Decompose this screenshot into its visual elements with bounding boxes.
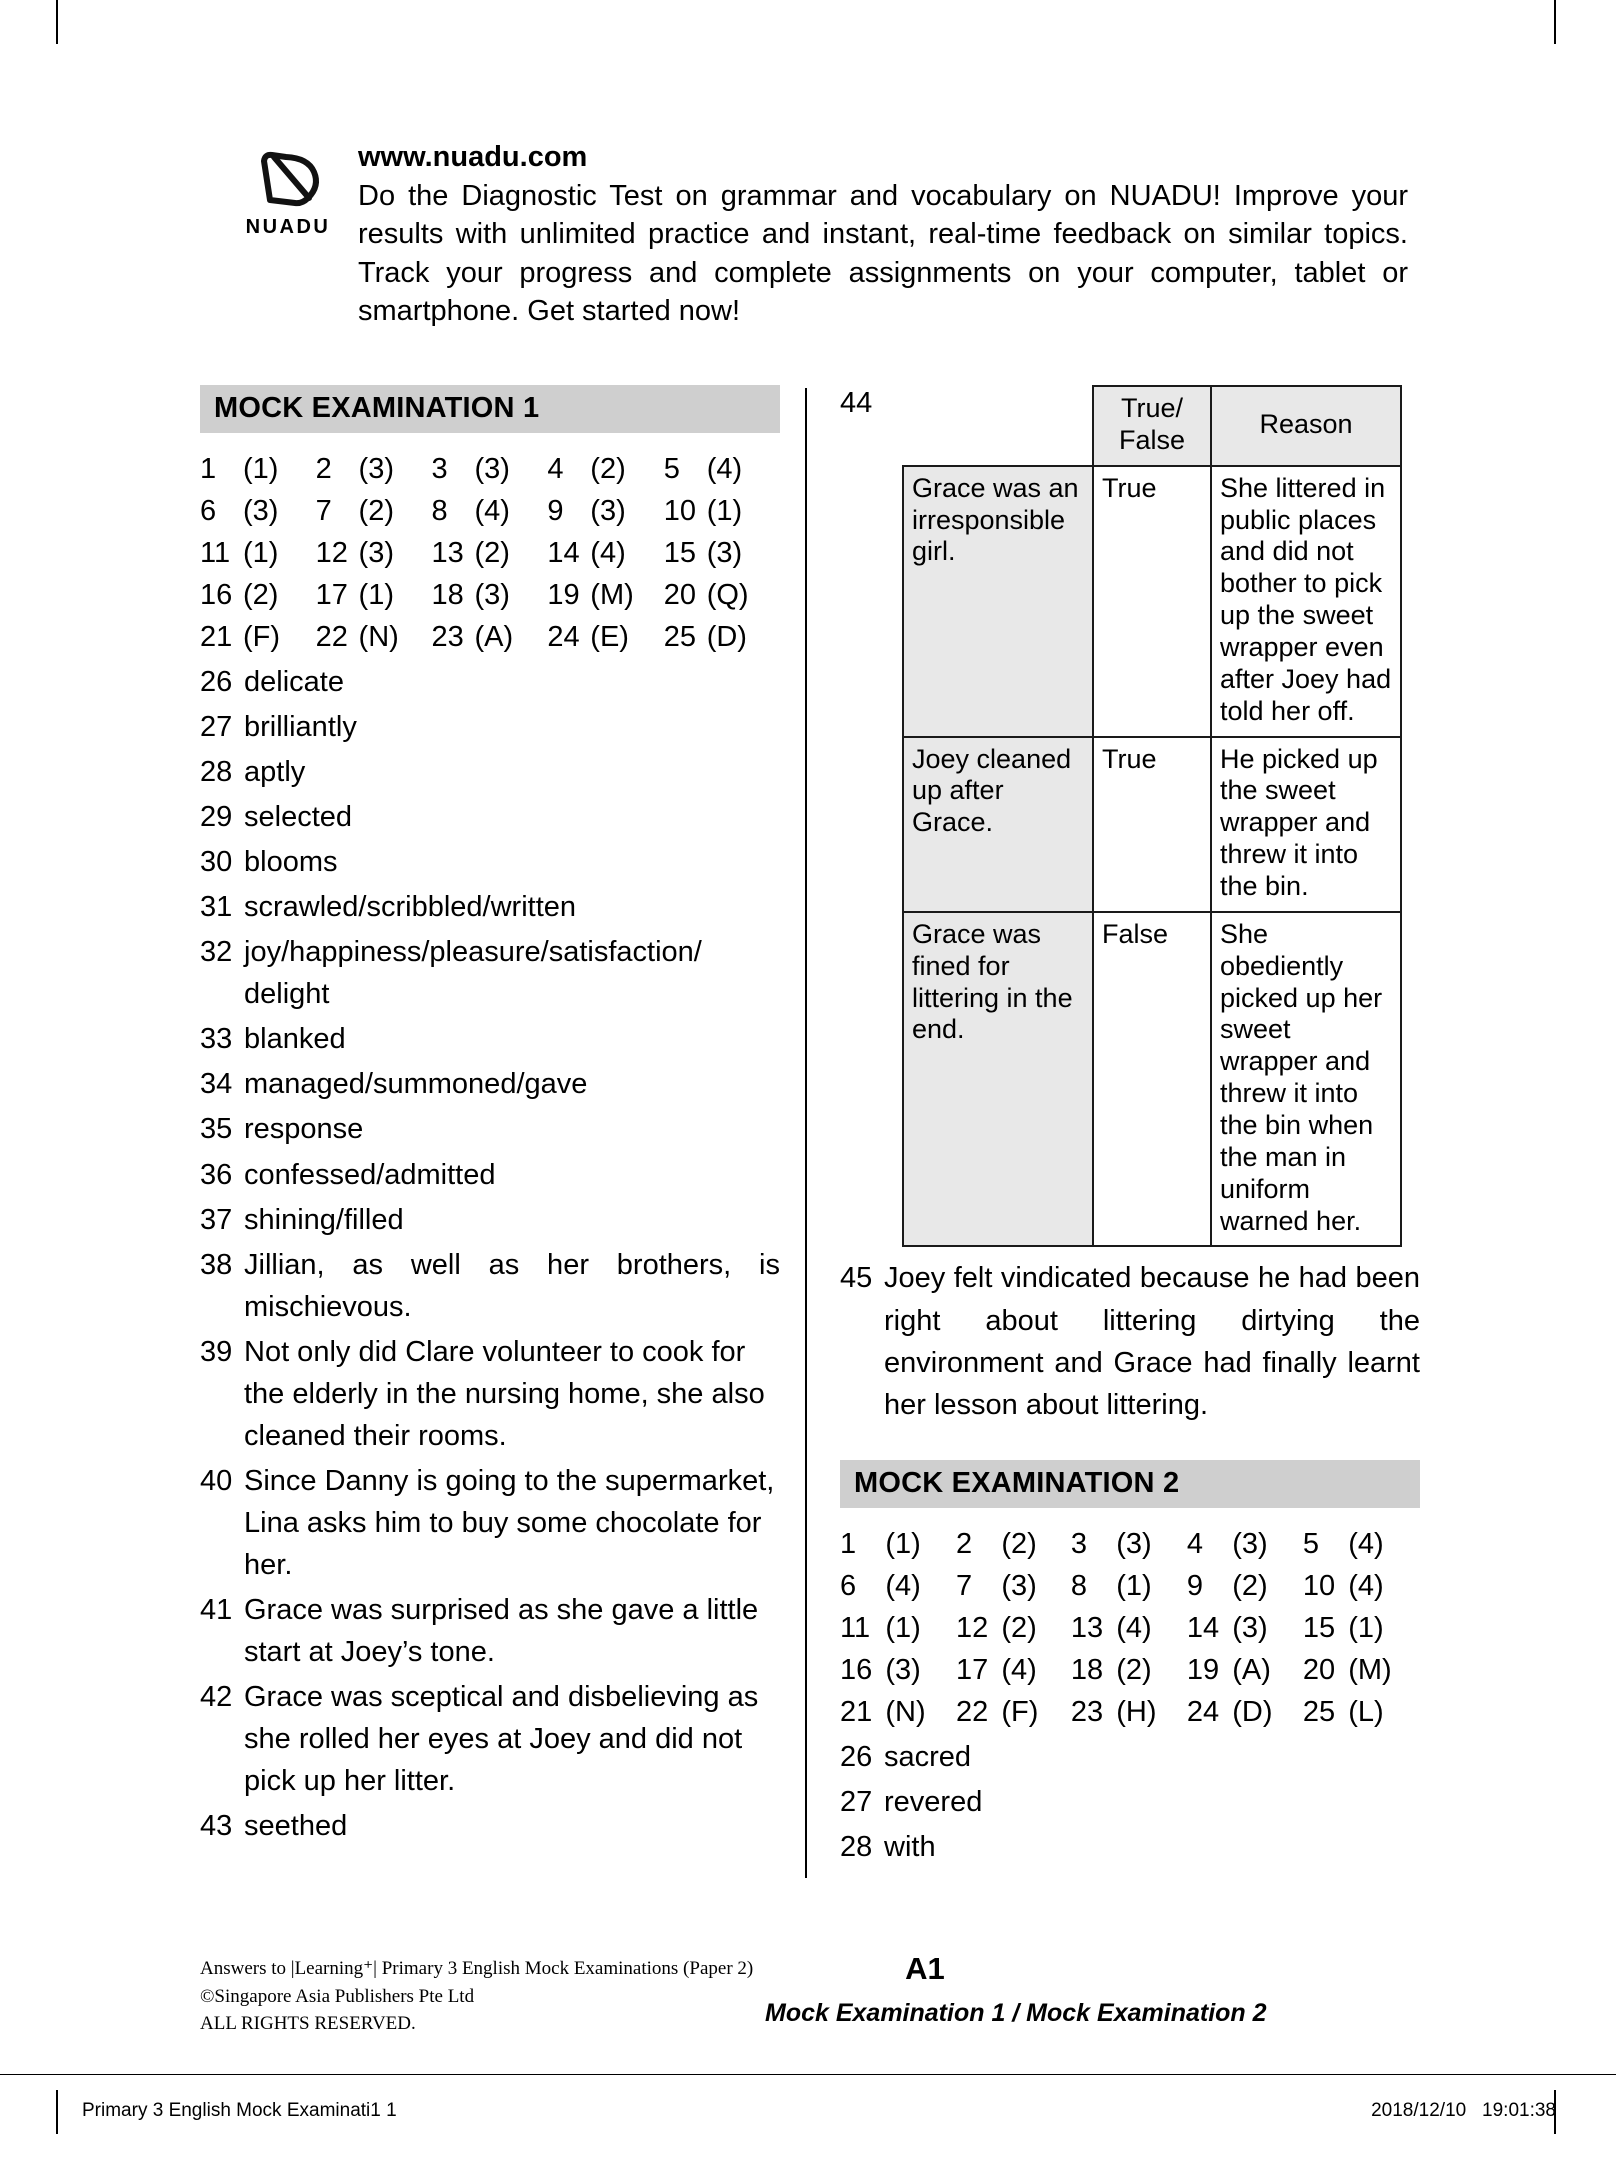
reason-cell: She obediently picked up her sweet wrapper and threw it into the bin when the man in uniform warned her. (1211, 912, 1401, 1247)
answer-number: 38 (200, 1248, 233, 1281)
answer-text: aptly (244, 756, 306, 789)
mcq-question-number: 10 (663, 495, 696, 527)
print-strip-timestamp: 2018/12/10 19:01:38 (1371, 2100, 1556, 2121)
true-false-table-head (903, 386, 1401, 466)
answer-number: 36 (200, 1158, 233, 1191)
answer-number: 33 (200, 1023, 233, 1056)
table-row (840, 1692, 1420, 1734)
mcq-answer: (H) (1116, 1695, 1157, 1728)
mcq-answer: (3) (474, 579, 510, 611)
mcq-question-number: 6 (200, 495, 217, 527)
answer-text: with (884, 1830, 936, 1863)
mcq-question-number: 20 (1302, 1653, 1336, 1686)
mcq-answer: (Q) (706, 579, 749, 611)
mcq-answer: (1) (706, 495, 743, 527)
answer-text: confessed/admitted (244, 1158, 496, 1191)
answer-number: 29 (200, 801, 233, 834)
mcq-question-number: 18 (431, 579, 464, 611)
mcq-question-number: 4 (1186, 1527, 1204, 1560)
mcq-answer: (1) (1116, 1569, 1152, 1602)
answer-text: managed/summoned/gave (244, 1068, 588, 1101)
list-item (840, 1736, 1420, 1778)
section-heading-mock2: MOCK EXAMINATION 2 (840, 1460, 1420, 1508)
answer-number: 42 (200, 1681, 233, 1714)
crop-mark-top-right (1554, 0, 1556, 44)
print-strip-filename: Primary 3 English Mock Examinati1 1 (82, 2100, 397, 2121)
mcq-question-number: 20 (663, 579, 696, 611)
mcq-answer: (3) (358, 537, 394, 569)
answer-number: 41 (200, 1593, 233, 1626)
answer-text: brilliantly (244, 711, 357, 744)
footer-rule (0, 2074, 1616, 2075)
answer-text: delicate (244, 666, 344, 698)
mcq-answer: (2) (1116, 1653, 1152, 1686)
reason-cell: She littered in public places and did not bother to pick up the sweet wrapper even after Joey had told her off. (1211, 466, 1401, 737)
answer-number: 45 (840, 1262, 873, 1295)
mcq-question-number: 13 (431, 537, 464, 569)
column-header-reason: Reason (1211, 386, 1401, 466)
list-item (200, 1331, 780, 1457)
table-row (840, 1524, 1420, 1566)
list-item (200, 1018, 780, 1060)
print-strip (0, 2100, 1616, 2140)
true-false-cell: True (1093, 466, 1211, 737)
mcq-answer: (2) (590, 453, 626, 485)
list-item (840, 1826, 1420, 1868)
mcq-answer: (3) (1001, 1569, 1037, 1602)
mcq-answer: (N) (358, 621, 399, 653)
mcq-question-number: 16 (200, 579, 233, 611)
mcq-question-number: 21 (200, 621, 233, 653)
mcq-question-number: 23 (431, 621, 464, 653)
mcq-question-number: 25 (1302, 1695, 1336, 1728)
list-item (200, 1154, 780, 1196)
footer-title: Mock Examination 1 / Mock Examination 2 (765, 1999, 1267, 2027)
mcq-question-number: 24 (547, 621, 580, 653)
reason-cell: He picked up the sweet wrapper and threw it into the bin. (1211, 737, 1401, 912)
answer-number: 28 (200, 756, 233, 789)
mcq-question-number: 8 (1070, 1569, 1088, 1602)
mcq-answer: (4) (1001, 1653, 1037, 1686)
answer-number: 43 (200, 1810, 233, 1843)
mock1-mcq-table (200, 449, 780, 659)
mcq-question-number: 19 (1186, 1653, 1220, 1686)
answer-number: 28 (840, 1830, 873, 1863)
table-row (840, 1650, 1420, 1692)
mcq-question-number: 2 (955, 1527, 973, 1560)
table-row (903, 737, 1401, 912)
footer-line-2: ©Singapore Asia Publishers Pte Ltd (200, 1985, 475, 2007)
mcq-question-number: 17 (955, 1653, 989, 1686)
mcq-answer: (A) (1232, 1653, 1271, 1686)
answer-number: 30 (200, 846, 233, 879)
mcq-question-number: 23 (1070, 1695, 1104, 1728)
mcq-answer: (4) (706, 453, 743, 485)
right-column (840, 385, 1420, 1871)
true-false-cell: True (1093, 737, 1211, 912)
list-item (840, 1257, 1420, 1425)
table-row (200, 575, 780, 617)
nuadu-url[interactable]: www.nuadu.com (358, 141, 588, 173)
mcq-question-number: 18 (1070, 1653, 1104, 1686)
column-header-statement (903, 386, 1093, 466)
answer-text: sacred (884, 1740, 972, 1773)
mcq-answer: (2) (1001, 1611, 1037, 1644)
body-columns (200, 385, 1420, 1895)
mcq-question-number: 14 (547, 537, 580, 569)
answer-number: 27 (840, 1785, 873, 1818)
answer-text: scrawled/scribbled/written (244, 891, 577, 924)
mcq-answer: (1) (885, 1611, 921, 1644)
crop-mark-top-left (56, 0, 58, 44)
mcq-answer: (3) (885, 1653, 921, 1686)
list-item (200, 1244, 780, 1328)
answer-text: seethed (244, 1810, 348, 1843)
mcq-question-number: 15 (663, 537, 696, 569)
mcq-answer: (3) (590, 495, 626, 527)
mcq-answer: (3) (1232, 1527, 1268, 1560)
mcq-answer: (2) (1232, 1569, 1268, 1602)
column-header-true-false: True/ False (1093, 386, 1211, 466)
list-item (200, 1063, 780, 1105)
table-row (200, 449, 780, 491)
list-item (200, 706, 780, 748)
true-false-table (902, 385, 1402, 1247)
answer-text: Grace was sceptical and disbelieving as she rolled her eyes at Joey and did not pick up her litter. (244, 1681, 759, 1798)
mcq-question-number: 4 (547, 453, 564, 485)
statement-cell: Grace was an irresponsible girl. (903, 466, 1093, 737)
mcq-question-number: 16 (840, 1653, 873, 1686)
mcq-answer: (D) (706, 621, 747, 653)
table-row (840, 1608, 1420, 1650)
mock1-answer-list (200, 661, 780, 1847)
mcq-question-number: 24 (1186, 1695, 1220, 1728)
mcq-question-number: 2 (315, 453, 332, 485)
mcq-answer: (3) (706, 537, 743, 569)
answer-text: Not only did Clare volunteer to cook for the elderly in the nursing home, she also cleaned their rooms. (244, 1335, 765, 1452)
table-row (840, 1566, 1420, 1608)
answer-number: 37 (200, 1203, 233, 1236)
answer-number: 32 (200, 936, 233, 969)
mcq-answer: (2) (242, 579, 279, 611)
true-false-cell: False (1093, 912, 1211, 1247)
list-item (200, 841, 780, 883)
mcq-answer: (1) (242, 453, 279, 485)
mcq-answer: (4) (590, 537, 626, 569)
list-item (200, 1676, 780, 1802)
answer-text: Since Danny is going to the supermarket, Lina asks him to buy some chocolate for her. (244, 1464, 775, 1581)
mcq-answer: (3) (474, 453, 510, 485)
mcq-question-number: 7 (315, 495, 332, 527)
answer-text: blooms (244, 846, 338, 879)
statement-cell: Joey cleaned up after Grace. (903, 737, 1093, 912)
mcq-question-number: 7 (955, 1569, 973, 1602)
question-44-block (840, 385, 1420, 1247)
mcq-answer: (F) (242, 621, 280, 653)
answer-text: selected (244, 801, 353, 834)
table-row (200, 617, 780, 659)
mcq-question-number: 17 (315, 579, 348, 611)
mcq-question-number: 8 (431, 495, 448, 527)
answer-number: 34 (200, 1068, 233, 1101)
mcq-question-number: 11 (840, 1611, 871, 1644)
mcq-question-number: 12 (315, 537, 348, 569)
footer-center-block (765, 1951, 1267, 2028)
mcq-answer: (3) (358, 453, 394, 485)
list-item (840, 1781, 1420, 1823)
mcq-answer: (2) (474, 537, 510, 569)
mcq-question-number: 12 (955, 1611, 989, 1644)
answer-text: Grace was surprised as she gave a little start at Joey’s tone. (244, 1593, 759, 1669)
nuadu-wordmark: NUADU (245, 216, 331, 238)
mcq-answer: (2) (358, 495, 394, 527)
answer-number: 26 (840, 1740, 873, 1773)
mcq-answer: (M) (590, 579, 634, 611)
table-row (903, 466, 1401, 737)
promo-text (358, 138, 1408, 331)
mcq-answer: (N) (885, 1695, 926, 1728)
list-item (200, 751, 780, 793)
mcq-answer: (L) (1348, 1695, 1384, 1728)
mcq-answer: (4) (474, 495, 510, 527)
answer-text: joy/happiness/pleasure/satisfaction/ delight (244, 936, 702, 1011)
mcq-answer: (1) (358, 579, 394, 611)
list-item (200, 1460, 780, 1586)
question-45-block (840, 1257, 1420, 1425)
answer-number: 26 (200, 666, 233, 698)
list-item (200, 1108, 780, 1150)
mcq-question-number: 1 (840, 1527, 857, 1560)
answer-number: 31 (200, 891, 233, 924)
column-divider (805, 388, 807, 1878)
footer-line-1: Answers to |Learning⁺| Primary 3 English Mock Examinations (Paper 2) (200, 1958, 754, 1979)
mcq-answer: (4) (1116, 1611, 1152, 1644)
nuadu-logo (228, 148, 348, 239)
mcq-question-number: 19 (547, 579, 580, 611)
answer-text: response (244, 1113, 364, 1146)
mcq-question-number: 1 (200, 453, 217, 485)
mock2-answer-list (840, 1736, 1420, 1868)
mcq-answer: (4) (1348, 1527, 1384, 1560)
list-item (200, 796, 780, 838)
list-item (200, 1589, 780, 1673)
answer-text: revered (884, 1785, 983, 1818)
mcq-answer: (A) (474, 621, 514, 653)
answer-text: blanked (244, 1023, 346, 1056)
mcq-question-number: 3 (1070, 1527, 1088, 1560)
mcq-answer: (M) (1348, 1653, 1392, 1686)
answer-number: 35 (200, 1113, 233, 1146)
mcq-question-number: 22 (315, 621, 348, 653)
mcq-answer: (4) (885, 1569, 921, 1602)
table-row (200, 491, 780, 533)
answer-number: 27 (200, 711, 233, 744)
section-heading-mock1: MOCK EXAMINATION 1 (200, 385, 780, 433)
mock1-mcq-body (200, 449, 780, 659)
mcq-question-number: 9 (547, 495, 564, 527)
promo-body: Do the Diagnostic Test on grammar and vocabulary on NUADU! Improve your results with unlimited practice and instant, real-time feedback on similar topics. Track your progress and complete assignments on your computer, tablet or smartphone. Get started now! (358, 179, 1408, 328)
mcq-answer: (1) (885, 1527, 921, 1560)
page-footer (200, 1951, 1420, 2065)
mock2-mcq-table (840, 1524, 1420, 1734)
mcq-answer: (4) (1348, 1569, 1384, 1602)
list-item (200, 886, 780, 928)
mcq-answer: (E) (590, 621, 629, 653)
mcq-answer: (3) (1116, 1527, 1152, 1560)
answer-text: shining/filled (244, 1203, 404, 1236)
table-header-row (903, 386, 1401, 466)
mcq-answer: (3) (242, 495, 279, 527)
mcq-question-number: 3 (431, 453, 448, 485)
nuadu-mark-icon (252, 148, 324, 210)
mcq-question-number: 15 (1302, 1611, 1336, 1644)
list-item (200, 931, 780, 1015)
mcq-question-number: 22 (955, 1695, 989, 1728)
mock2-mcq-body (840, 1524, 1420, 1734)
mcq-answer: (1) (1348, 1611, 1384, 1644)
question-number-44: 44 (840, 387, 873, 419)
page-number: A1 (905, 1951, 945, 1986)
mcq-question-number: 21 (840, 1695, 873, 1728)
list-item (200, 1199, 780, 1241)
mcq-question-number: 5 (663, 453, 680, 485)
mcq-question-number: 10 (1302, 1569, 1336, 1602)
mcq-question-number: 9 (1186, 1569, 1204, 1602)
list-item (200, 661, 780, 703)
mcq-answer: (1) (242, 537, 279, 569)
mcq-question-number: 5 (1302, 1527, 1319, 1560)
left-column (200, 385, 780, 1850)
mcq-question-number: 14 (1186, 1611, 1220, 1644)
mcq-question-number: 6 (840, 1569, 857, 1602)
statement-cell: Grace was fined for littering in the end. (903, 912, 1093, 1247)
nuadu-promo-block (228, 138, 1408, 331)
mcq-answer: (2) (1001, 1527, 1037, 1560)
answer-text: Jillian, as well as her brothers, is mischievous. (244, 1248, 780, 1323)
answer-number: 40 (200, 1464, 233, 1497)
list-item (200, 1805, 780, 1847)
answer-number: 39 (200, 1335, 233, 1368)
mcq-answer: (F) (1001, 1695, 1039, 1728)
footer-line-3: ALL RIGHTS RESERVED. (200, 2013, 416, 2035)
table-row (903, 912, 1401, 1247)
mcq-question-number: 11 (200, 537, 231, 569)
answer-text: Joey felt vindicated because he had been right about littering dirtying the environment and Grace had finally learnt her lesson about littering. (884, 1262, 1420, 1421)
true-false-table-body (903, 466, 1401, 1247)
mcq-answer: (3) (1232, 1611, 1268, 1644)
table-row (200, 533, 780, 575)
mcq-question-number: 13 (1070, 1611, 1104, 1644)
copyright-block (200, 1955, 753, 2038)
mcq-answer: (D) (1232, 1695, 1273, 1728)
mcq-question-number: 25 (663, 621, 696, 653)
